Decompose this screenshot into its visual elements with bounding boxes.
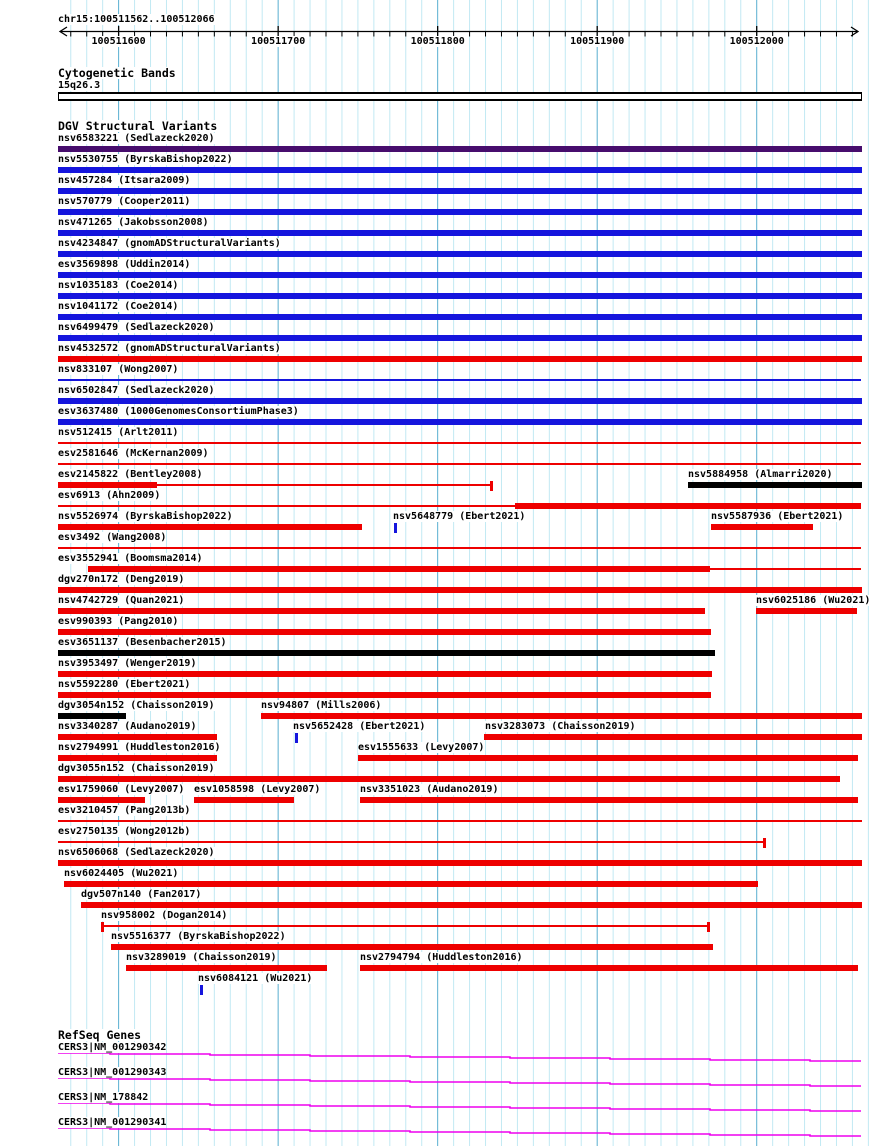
- section-header-dgv-variants: DGV Structural Variants: [58, 119, 218, 133]
- variant-label[interactable]: nsv5587936 (Ebert2021): [711, 511, 844, 522]
- variant-bar[interactable]: [88, 566, 710, 572]
- variant-line[interactable]: [101, 925, 710, 927]
- variant-label[interactable]: nsv833107 (Wong2007): [58, 364, 179, 375]
- variant-label[interactable]: nsv5516377 (ByrskaBishop2022): [111, 931, 286, 942]
- variant-bar[interactable]: [58, 713, 126, 719]
- variant-label[interactable]: nsv958002 (Dogan2014): [101, 910, 228, 921]
- variant-label[interactable]: nsv2794794 (Huddleston2016): [360, 952, 523, 963]
- variant-label[interactable]: nsv94807 (Mills2006): [261, 700, 382, 711]
- variant-label[interactable]: nsv570779 (Cooper2011): [58, 196, 191, 207]
- variant-bar[interactable]: [58, 419, 862, 425]
- ruler-tick-label: 100511900: [570, 36, 625, 47]
- variant-line[interactable]: [157, 484, 490, 486]
- variant-label[interactable]: esv2145822 (Bentley2008): [58, 469, 203, 480]
- variant-bar[interactable]: [58, 650, 715, 656]
- variant-bar[interactable]: [58, 293, 862, 299]
- variant-bar[interactable]: [58, 188, 862, 194]
- ruler-tick-label: 100512000: [729, 36, 784, 47]
- variant-label[interactable]: esv1058598 (Levy2007): [194, 784, 321, 795]
- variant-tick[interactable]: [200, 985, 203, 995]
- variant-label[interactable]: nsv6583221 (Sedlazeck2020): [58, 133, 215, 144]
- variant-label[interactable]: dgv270n172 (Deng2019): [58, 574, 185, 585]
- cytoband-label[interactable]: 15q26.3: [58, 80, 101, 91]
- variant-bar[interactable]: [58, 167, 862, 173]
- variant-label[interactable]: esv2750135 (Wong2012b): [58, 826, 191, 837]
- variant-label[interactable]: nsv1035183 (Coe2014): [58, 280, 179, 291]
- variant-label[interactable]: nsv4234847 (gnomADStructuralVariants): [58, 238, 281, 249]
- gene-label[interactable]: CERS3|NM_001290343: [58, 1067, 167, 1078]
- variant-bar[interactable]: [756, 608, 857, 614]
- region-title: chr15:100511562..100512066: [58, 14, 215, 25]
- variant-label[interactable]: nsv5530755 (ByrskaBishop2022): [58, 154, 233, 165]
- variant-label[interactable]: nsv3340287 (Audano2019): [58, 721, 197, 732]
- gene-label[interactable]: CERS3|NM_001290342: [58, 1042, 167, 1053]
- variant-bar[interactable]: [58, 272, 862, 278]
- variant-bar[interactable]: [58, 671, 712, 677]
- variant-label[interactable]: nsv1041172 (Coe2014): [58, 301, 179, 312]
- variant-bar[interactable]: [58, 230, 862, 236]
- variant-bar[interactable]: [58, 356, 862, 362]
- ruler-tick-label: 100511800: [410, 36, 465, 47]
- variant-bar[interactable]: [58, 587, 862, 593]
- variant-label[interactable]: nsv4742729 (Quan2021): [58, 595, 185, 606]
- variant-bar[interactable]: [688, 482, 862, 488]
- variant-bar[interactable]: [711, 524, 813, 530]
- ruler-tick-label: 100511700: [251, 36, 306, 47]
- variant-bar[interactable]: [81, 902, 862, 908]
- variant-label[interactable]: nsv5648779 (Ebert2021): [393, 511, 526, 522]
- variant-label[interactable]: nsv3283073 (Chaisson2019): [485, 721, 636, 732]
- variant-bar[interactable]: [58, 335, 862, 341]
- variant-label[interactable]: nsv5592280 (Ebert2021): [58, 679, 191, 690]
- variant-bar[interactable]: [58, 860, 862, 866]
- gene-label[interactable]: CERS3|NM_001290341: [58, 1117, 167, 1128]
- variant-label[interactable]: nsv471265 (Jakobsson2008): [58, 217, 209, 228]
- variant-bar[interactable]: [64, 881, 758, 887]
- variant-bar[interactable]: [58, 755, 217, 761]
- variant-label[interactable]: esv3210457 (Pang2013b): [58, 805, 191, 816]
- variant-label[interactable]: nsv3953497 (Wenger2019): [58, 658, 197, 669]
- variant-bar[interactable]: [360, 797, 858, 803]
- variant-tick[interactable]: [394, 523, 397, 533]
- variant-bar[interactable]: [58, 797, 145, 803]
- variant-label[interactable]: dgv507n140 (Fan2017): [81, 889, 202, 900]
- variant-bar[interactable]: [515, 503, 861, 509]
- gene-label[interactable]: CERS3|NM_178842: [58, 1092, 149, 1103]
- variant-label[interactable]: nsv2794991 (Huddleston2016): [58, 742, 221, 753]
- variant-label[interactable]: nsv6502847 (Sedlazeck2020): [58, 385, 215, 396]
- variant-tick[interactable]: [763, 838, 766, 848]
- variant-bar[interactable]: [58, 608, 705, 614]
- variant-label[interactable]: nsv5526974 (ByrskaBishop2022): [58, 511, 233, 522]
- variant-label[interactable]: nsv4532572 (gnomADStructuralVariants): [58, 343, 281, 354]
- variant-line[interactable]: [710, 568, 861, 570]
- variant-label[interactable]: esv1759060 (Levy2007): [58, 784, 185, 795]
- variant-tick[interactable]: [295, 733, 298, 743]
- variant-bar[interactable]: [58, 776, 840, 782]
- variant-bar[interactable]: [111, 944, 713, 950]
- variant-label[interactable]: nsv6025186 (Wu2021): [756, 595, 871, 606]
- variant-label[interactable]: nsv3351023 (Audano2019): [360, 784, 499, 795]
- variant-label[interactable]: dgv3055n152 (Chaisson2019): [58, 763, 215, 774]
- variant-label[interactable]: nsv6084121 (Wu2021): [198, 973, 313, 984]
- variant-bar[interactable]: [58, 482, 157, 488]
- variant-bar[interactable]: [261, 713, 862, 719]
- variant-bar[interactable]: [58, 629, 711, 635]
- variant-label[interactable]: nsv512415 (Arlt2011): [58, 427, 179, 438]
- variant-tick[interactable]: [490, 481, 493, 491]
- variant-line[interactable]: [58, 841, 763, 843]
- variant-line[interactable]: [58, 547, 861, 549]
- variant-bar[interactable]: [58, 146, 862, 152]
- variant-label[interactable]: esv2581646 (McKernan2009): [58, 448, 209, 459]
- variant-bar[interactable]: [484, 734, 862, 740]
- variant-label[interactable]: nsv6499479 (Sedlazeck2020): [58, 322, 215, 333]
- variant-bar[interactable]: [358, 755, 858, 761]
- section-header-refseq-genes: RefSeq Genes: [58, 1028, 142, 1042]
- variant-bar[interactable]: [58, 398, 862, 404]
- variant-bar[interactable]: [360, 965, 858, 971]
- variant-bar[interactable]: [58, 692, 711, 698]
- variant-tick[interactable]: [707, 922, 710, 932]
- section-header-cytobands: Cytogenetic Bands: [58, 66, 176, 80]
- variant-line[interactable]: [58, 820, 862, 822]
- variant-label[interactable]: nsv6506068 (Sedlazeck2020): [58, 847, 215, 858]
- variant-label[interactable]: nsv6024405 (Wu2021): [64, 868, 179, 879]
- variant-label[interactable]: nsv5652428 (Ebert2021): [293, 721, 426, 732]
- variant-label[interactable]: nsv3289019 (Chaisson2019): [126, 952, 277, 963]
- variant-bar[interactable]: [58, 734, 217, 740]
- variant-bar[interactable]: [58, 524, 362, 530]
- variant-label[interactable]: esv3651137 (Besenbacher2015): [58, 637, 227, 648]
- variant-label[interactable]: esv3552941 (Boomsma2014): [58, 553, 203, 564]
- variant-bar[interactable]: [126, 965, 327, 971]
- variant-label[interactable]: esv3637480 (1000GenomesConsortiumPhase3): [58, 406, 299, 417]
- variant-line[interactable]: [58, 442, 861, 444]
- variant-label[interactable]: esv6913 (Ahn2009): [58, 490, 161, 501]
- variant-label[interactable]: nsv457284 (Itsara2009): [58, 175, 191, 186]
- variant-label[interactable]: nsv5884958 (Almarri2020): [688, 469, 833, 480]
- variant-tick[interactable]: [101, 922, 104, 932]
- variant-line[interactable]: [58, 379, 861, 381]
- variant-bar[interactable]: [194, 797, 294, 803]
- variant-line[interactable]: [58, 505, 515, 507]
- variant-label[interactable]: esv1555633 (Levy2007): [358, 742, 485, 753]
- variant-label[interactable]: esv3569898 (Uddin2014): [58, 259, 191, 270]
- variant-bar[interactable]: [58, 251, 862, 257]
- variant-label[interactable]: esv3492 (Wang2008): [58, 532, 167, 543]
- variant-label[interactable]: dgv3054n152 (Chaisson2019): [58, 700, 215, 711]
- ruler-tick-label: 100511600: [91, 36, 146, 47]
- variant-label[interactable]: esv990393 (Pang2010): [58, 616, 179, 627]
- variant-bar[interactable]: [58, 314, 862, 320]
- cytoband-bar[interactable]: [58, 92, 862, 101]
- variant-line[interactable]: [58, 463, 861, 465]
- variant-bar[interactable]: [58, 209, 862, 215]
